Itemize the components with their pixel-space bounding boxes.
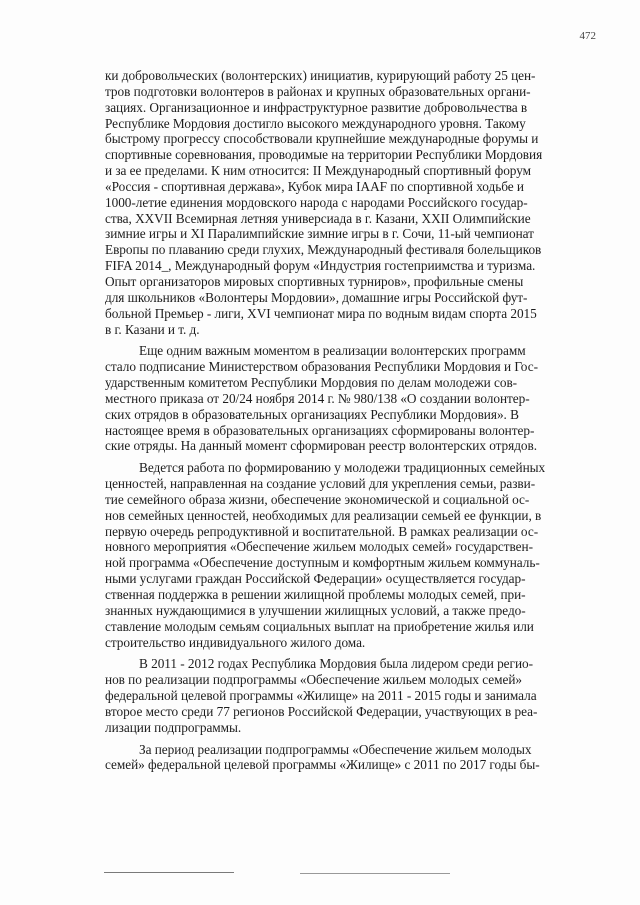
text-line: Опыт организаторов мировых спортивных турниров», профильные смены [105, 273, 524, 289]
text-line: тров подготовки волонтеров в районах и крупных образовательных органи- [105, 83, 531, 99]
text-line: стало подписание Министерством образования Республики Мордовия и Гос- [105, 359, 538, 375]
text-line: ценностей, направленная на создание условий для укрепления семьи, разви- [105, 476, 536, 492]
scan-artifact-line [104, 872, 234, 873]
text-line: За период реализации подпрограммы «Обеспечение жильем молодых [139, 741, 532, 757]
paragraph [105, 656, 602, 735]
text-line: нов семейных ценностей, необходимых для реализации семьей ее функции, в [105, 507, 542, 523]
text-line: второе место среди 77 регионов Российской Федерации, участвующих в реа- [105, 703, 538, 719]
text-line: Ведется работа по формированию у молодежи традиционных семейных [139, 460, 546, 476]
text-line: ударственным комитетом Республики Мордовия по делам молодежи сов- [105, 375, 518, 391]
text-line: 1000-летие единения мордовского народа с народами Российского государ- [105, 194, 528, 210]
text-line: новного мероприятия «Обеспечение жильем молодых семей» государствен- [105, 539, 533, 555]
text-line: и за ее пределами. К ним относится: II Международный спортивный форум [105, 163, 532, 179]
text-line: для школьников «Волонтеры Мордовии», домашние игры Российской фут- [105, 289, 528, 305]
text-line: первую очередь репродуктивной и воспитательной. В рамках реализации ос- [105, 523, 539, 539]
text-line: ки добровольческих (волонтерских) инициатив, курирующий работу 25 цен- [105, 68, 536, 83]
paragraph [105, 460, 602, 650]
page-number: 472 [579, 30, 596, 42]
text-line: ских отрядов в образовательных организациях Республики Мордовия». В [105, 406, 519, 422]
text-line: быстрому прогрессу способствовали крупнейшие международные форумы и [105, 131, 539, 147]
text-line: ские отряды. На данный момент сформирован реестр волонтерских отрядов. [105, 438, 538, 454]
text-line: ставление молодым семьям социальных выплат на приобретение жилья или [105, 618, 534, 634]
text-line: ственная поддержка в решении жилищной проблемы молодых семей, при- [105, 587, 526, 602]
text-line: В 2011 - 2012 годах Республика Мордовия была лидером среди регио- [139, 656, 533, 672]
text-line: «Россия - спортивная держава», Кубок мира IAAF по спортивной ходьбе и [105, 178, 524, 194]
text-line: Республике Мордовия достигло высокого международного уровня. Такому [105, 115, 526, 131]
text-line: Европы по плаванию среди глухих, Международный фестиваля болельщиков [105, 242, 542, 258]
text-line: FIFA 2014_, Международный форум «Индустрия гостеприимства и туризма. [105, 258, 536, 274]
text-line: местного приказа от 20/24 ноября 2014 г. № 980/138 «О создании волонтер- [105, 390, 530, 406]
text-line: знанных нуждающимися в улучшении жилищных условий, а также предо- [105, 602, 526, 618]
text-line: ными услугами граждан Российской Федерации» осуществляется государ- [105, 571, 526, 587]
paragraph [105, 742, 602, 774]
body-text [105, 68, 602, 779]
paragraph [105, 68, 602, 337]
text-line: тие семейного образа жизни, обеспечение экономической и социальной ос- [105, 491, 530, 507]
paragraph [105, 343, 602, 454]
text-line: семей» федеральной целевой программы «Жилище» с 2011 по 2017 годы бы- [105, 757, 540, 773]
text-line: лизации подпрограммы. [105, 719, 242, 735]
text-line: строительство индивидуального жилого дома. [105, 634, 366, 650]
text-line: зимние игры и XI Паралимпийские зимние игры в г. Сочи, 11-ый чемпионат [105, 226, 534, 242]
text-line: ной программа «Обеспечение доступным и комфортным жильем коммуналь- [105, 555, 540, 571]
text-line: Еще одним важным моментом в реализации волонтерских программ [139, 343, 526, 359]
text-line: спортивные соревнования, проводимые на территории Республики Мордовия [105, 147, 543, 163]
text-line: федеральной целевой программы «Жилище» на 2011 - 2015 годы и занимала [105, 688, 537, 704]
text-line: нов по реализации подпрограммы «Обеспечение жильем молодых семей» [105, 672, 523, 688]
text-line: ства, XXVII Всемирная летняя универсиада в г. Казани, XXII Олимпийские [105, 210, 531, 226]
text-line: зациях. Организационное и инфраструктурное развитие добровольчества в [105, 99, 528, 115]
scan-artifact-line [300, 873, 450, 874]
text-line: настоящее время в образовательных организациях сформированы волонтер- [105, 422, 535, 438]
text-line: больной Премьер - лиги, XVI чемпионат мира по водным видам спорта 2015 [105, 305, 537, 321]
text-line: в г. Казани и т. д. [105, 321, 200, 337]
